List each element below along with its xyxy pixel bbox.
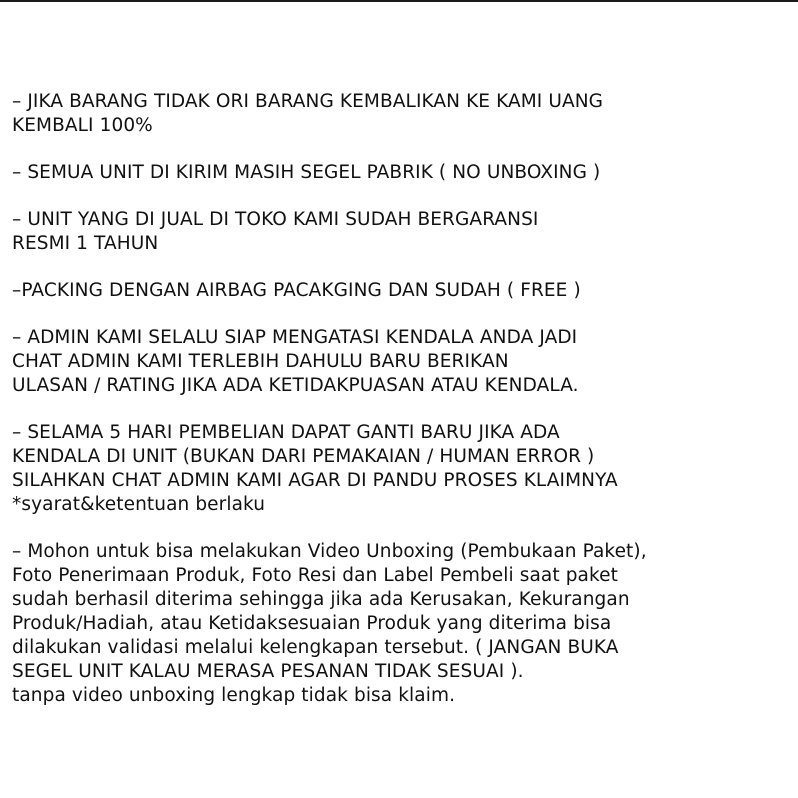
policy-official-warranty: [12, 208, 796, 256]
top-border-line: [0, 0, 798, 2]
text-line: – SEMUA UNIT DI KIRIM MASIH SEGEL PABRIK ( NO UNBOXING ): [12, 162, 601, 183]
text-line: dilakukan validasi melalui kelengkapan tersebut. ( JANGAN BUKA: [12, 637, 619, 658]
terms-note: *syarat&ketentuan berlaku: [12, 494, 266, 515]
store-policy-text: [12, 90, 796, 708]
text-line: – JIKA BARANG TIDAK ORI BARANG KEMBALIKAN KE KAMI UANG: [12, 91, 604, 112]
policy-factory-sealed: [12, 161, 796, 185]
policy-replacement-5-days: [12, 421, 796, 517]
text-line: ULASAN / RATING JIKA ADA KETIDAKPUASAN ATAU KENDALA.: [12, 375, 579, 396]
policy-contact-admin: [12, 326, 796, 398]
text-line: CHAT ADMIN KAMI TERLEBIH DAHULU BARU BERIKAN: [12, 351, 509, 372]
text-line: sudah berhasil diterima sehingga jika ada Kerusakan, Kekurangan: [12, 589, 630, 610]
text-line: tanpa video unboxing lengkap tidak bisa klaim.: [12, 685, 456, 706]
policy-unboxing-video: [12, 540, 796, 708]
text-line: Produk/Hadiah, atau Ketidaksesuaian Produk yang diterima bisa: [12, 613, 612, 634]
text-line: SILAHKAN CHAT ADMIN KAMI AGAR DI PANDU PROSES KLAIMNYA: [12, 470, 618, 491]
policy-original-guarantee: [12, 90, 796, 138]
text-line: – SELAMA 5 HARI PEMBELIAN DAPAT GANTI BARU JIKA ADA: [12, 422, 560, 443]
text-line: – ADMIN KAMI SELALU SIAP MENGATASI KENDALA ANDA JADI: [12, 327, 578, 348]
text-line: –PACKING DENGAN AIRBAG PACAKGING DAN SUDAH ( FREE ): [12, 280, 581, 301]
text-line: – Mohon untuk bisa melakukan Video Unboxing (Pembukaan Paket),: [12, 541, 647, 562]
text-line: KEMBALI 100%: [12, 115, 153, 136]
text-line: – UNIT YANG DI JUAL DI TOKO KAMI SUDAH BERGARANSI: [12, 209, 539, 230]
text-line: SEGEL UNIT KALAU MERASA PESANAN TIDAK SESUAI ).: [12, 661, 524, 682]
text-line: KENDALA DI UNIT (BUKAN DARI PEMAKAIAN / HUMAN ERROR ): [12, 446, 595, 467]
policy-airbag-packing: [12, 279, 796, 303]
text-line: RESMI 1 TAHUN: [12, 233, 159, 254]
text-line: Foto Penerimaan Produk, Foto Resi dan Label Pembeli saat paket: [12, 565, 618, 586]
